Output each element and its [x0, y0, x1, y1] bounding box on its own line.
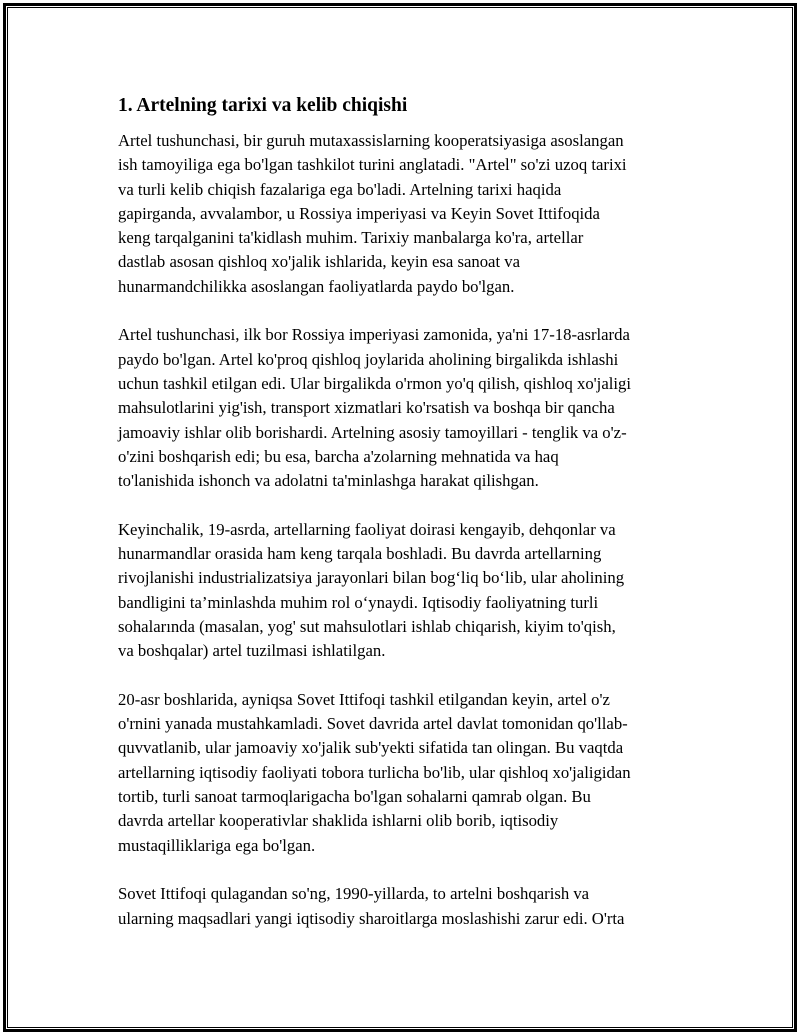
text-line: ularning maqsadlari yangi iqtisodiy sharoitlarga moslashishi zarur edi. O'rta — [118, 908, 625, 928]
text-line: bandligini ta’minlashda muhim rol o‘ynaydi. Iqtisodiy faoliyatning turli — [118, 592, 599, 612]
text-line: tortib, turli sanoat tarmoqlarigacha bo'lgan sohalarni qamrab olgan. Bu — [118, 787, 591, 807]
text-line: keng tarqalganini ta'kidlash muhim. Tarixiy manbalarga ko'ra, artellar — [118, 228, 584, 248]
text-line: paydo bo'lgan. Artel ko'proq qishloq joylarida aholining birgalikda ishlashi — [118, 349, 619, 369]
text-line: uchun tashkil etilgan edi. Ular birgalikda o'rmon yo'q qilish, qishloq xo'jaligi — [118, 373, 631, 393]
text-line: Keyinchalik, 19-asrda, artellarning faoliyat doirasi kengayib, dehqonlar va — [118, 519, 616, 539]
text-line: hunarmandlar orasida ham keng tarqala boshladi. Bu davrda artellarning — [118, 544, 602, 564]
paragraph-4 — [118, 688, 688, 858]
text-line: davrda artellar kooperativlar shaklida ishlarni olib borib, iqtisodiy — [118, 811, 559, 831]
text-line: ish tamoyiliga ega bo'lgan tashkilot turini anglatadi. "Artel" so'zi uzoq tarixi — [118, 155, 627, 175]
text-line: Artel tushunchasi, ilk bor Rossiya imperiyasi zamonida, ya'ni 17-18-asrlarda — [118, 325, 630, 345]
paragraph-1 — [118, 129, 688, 299]
section-heading: 1. Artelning tarixi va kelib chiqishi — [118, 95, 408, 116]
text-line: mahsulotlarini yig'ish, transport xizmatlari ko'rsatish va boshqa bir qancha — [118, 398, 615, 418]
paragraph-3 — [118, 518, 688, 664]
text-line: jamoaviy ishlar olib borishardi. Artelning asosiy tamoyillari - tenglik va o'z- — [118, 422, 627, 442]
text-line: o'rnini yanada mustahkamladi. Sovet davrida artel davlat tomonidan qo'llab- — [118, 714, 628, 734]
text-line: mustaqilliklariga ega bo'lgan. — [118, 835, 316, 855]
text-line: o'zini boshqarish edi; bu esa, barcha a'zolarning mehnatida va haq — [118, 446, 559, 466]
text-line: gapirganda, avvalambor, u Rossiya imperiyasi va Keyin Sovet Ittifoqida — [118, 203, 600, 223]
text-line: va boshqalar) artel tuzilmasi ishlatilgan. — [118, 641, 386, 661]
text-line: quvvatlanib, ular jamoaviy xo'jalik sub'yekti sifatida tan olingan. Bu vaqtda — [118, 738, 624, 758]
text-line: to'lanishida ishonch va adolatni ta'minlashga harakat qilishgan. — [118, 471, 539, 491]
text-line: va turli kelib chiqish fazalariga ega bo'ladi. Artelning tarixi haqida — [118, 179, 562, 199]
text-line: artellarning iqtisodiy faoliyati tobora turlicha bo'lib, ular qishloq xo'jaligidan — [118, 762, 631, 782]
text-line: rivojlanishi industrializatsiya jarayonlari bilan bog‘liq bo‘lib, ular aholining — [118, 568, 625, 588]
document-body — [118, 94, 688, 955]
text-line: Artel tushunchasi, bir guruh mutaxassislarning kooperatsiyasiga asoslangan — [118, 131, 624, 150]
paragraph-2 — [118, 323, 688, 493]
paragraph-5 — [118, 882, 688, 931]
text-line: Sovet Ittifoqi qulagandan so'ng, 1990-yillarda, to artelni boshqarish va — [118, 884, 590, 904]
text-line: sohalarında (masalan, yog' sut mahsulotlari ishlab chiqarish, kiyim to'qish, — [118, 616, 616, 636]
text-line: 20-asr boshlarida, ayniqsa Sovet Ittifoqi tashkil etilgandan keyin, artel o'z — [118, 689, 610, 709]
text-line: dastlab asosan qishloq xo'jalik ishlarida, keyin esa sanoat va — [118, 252, 521, 272]
text-line: hunarmandchilikka asoslangan faoliyatlarda paydo bo'lgan. — [118, 276, 515, 296]
